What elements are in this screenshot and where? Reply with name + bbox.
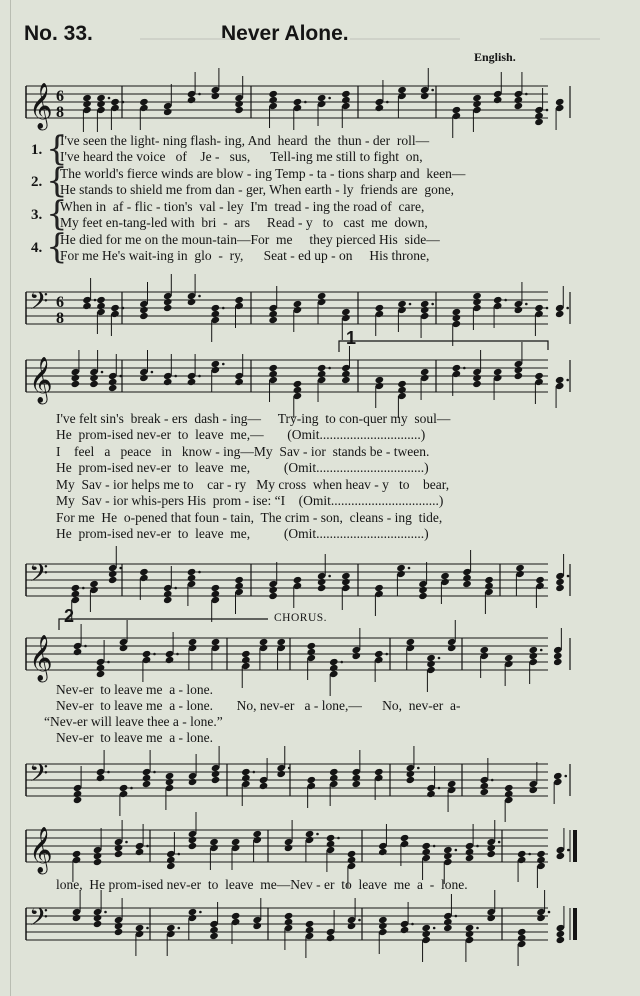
- hymn-number: No. 33.: [24, 22, 93, 45]
- note-head: [139, 374, 149, 382]
- note-head: [284, 844, 294, 852]
- note-head: [493, 96, 503, 104]
- note-head: [163, 304, 173, 312]
- staff-lines: [26, 564, 548, 596]
- lyric-line: My feet en-tang-led with bri - ars Read - y to cast me down,: [60, 215, 428, 230]
- note-head: [556, 936, 566, 944]
- note-head: [114, 928, 124, 936]
- dot: [385, 653, 388, 656]
- note-head: [93, 858, 103, 866]
- note-head: [188, 778, 198, 786]
- note-head: [534, 118, 544, 126]
- dot: [546, 307, 549, 310]
- dot: [358, 919, 361, 922]
- dot: [566, 307, 569, 310]
- note-head: [108, 384, 118, 392]
- bass-staff-system-1: [22, 284, 552, 334]
- dot: [198, 571, 201, 574]
- note-head: [163, 596, 173, 604]
- lyric-line: My Sav - ior whis-pers His prom - ise: “I (Omit................................): [56, 493, 444, 508]
- lyric-line: He prom-ised nev-er to leave me,— (Omit..............................): [56, 427, 426, 442]
- note-head: [375, 104, 385, 112]
- bass-staff-system-4: [22, 900, 552, 950]
- dot: [119, 375, 122, 378]
- dot: [567, 575, 570, 578]
- note-head: [486, 850, 496, 858]
- dot: [199, 911, 202, 914]
- note-head: [96, 774, 106, 782]
- chorus-lyric-line: Nev-er to leave me a - lone.: [56, 730, 214, 745]
- note-head: [234, 378, 244, 386]
- bass-staff-system-2: [22, 556, 552, 606]
- dot: [433, 845, 436, 848]
- note-head: [187, 378, 197, 386]
- note-head: [317, 584, 327, 592]
- dot: [178, 927, 181, 930]
- dot: [433, 927, 436, 930]
- lyric-line: I've seen the light- ning flash- ing, And heard the thun - der roll—: [60, 133, 430, 148]
- dot: [411, 923, 414, 926]
- dot: [408, 567, 411, 570]
- dot: [566, 379, 569, 382]
- notation: [71, 342, 569, 418]
- bleed-through-mark: [140, 26, 230, 40]
- final-barline: [573, 908, 577, 940]
- lyric-line: He stands to shield me from dan - ger, When earth - ly friends are gone,: [60, 182, 454, 197]
- dot: [104, 911, 107, 914]
- note-head: [472, 380, 482, 388]
- note-head: [514, 372, 524, 380]
- note-head: [163, 108, 173, 116]
- bass-clef-icon: 𝄢: [29, 559, 49, 594]
- note-head: [119, 644, 129, 652]
- note-head: [252, 922, 262, 930]
- lyric-line: I've felt sin's break - ers dash - ing— Try-ing to con-quer my soul—: [56, 411, 451, 426]
- bass-clef-icon: 𝄢: [29, 903, 49, 938]
- dot: [176, 653, 179, 656]
- svg-text:8: 8: [56, 310, 64, 327]
- verse-brace: {: [46, 129, 68, 169]
- lyric-line: I've heard the voice of Je - sus, Tell-ing me still to fight on,: [60, 149, 423, 164]
- note-head: [553, 658, 563, 666]
- notation: [82, 274, 569, 346]
- dot: [438, 657, 441, 660]
- note-head: [556, 852, 566, 860]
- dot: [222, 363, 225, 366]
- dot: [337, 837, 340, 840]
- note-head: [108, 576, 118, 584]
- note-head: [73, 648, 83, 656]
- dot: [198, 93, 201, 96]
- svg-text:6: 6: [56, 294, 64, 311]
- lyric-line: I feel a peace in know - ing—My Sav - ior stands be - tween.: [56, 444, 430, 459]
- dot: [82, 587, 85, 590]
- lyric-line: For me He's wait-ing in glo - ry, Seat - ed up - on His throne,: [60, 248, 430, 263]
- treble-clef-icon: 𝄞: [29, 827, 53, 873]
- chorus-lyric-line: Nev-er to leave me a - lone.: [56, 682, 214, 697]
- dot: [174, 375, 177, 378]
- chorus-lyric-line: Nev-er to leave me a - lone. No, nev-er a - lone,— No, nev-er a-: [56, 698, 461, 713]
- dot: [107, 771, 110, 774]
- note-head: [420, 92, 430, 100]
- time-signature: [56, 294, 64, 327]
- note-head: [514, 102, 524, 110]
- dot: [417, 767, 420, 770]
- first-ending-number: 1: [346, 328, 357, 348]
- note-head: [341, 376, 351, 384]
- dot: [107, 661, 110, 664]
- note-head: [351, 780, 361, 788]
- final-lyric-line: lone, He prom-ised nev-er to leave me—Nev - er to leave me a - lone.: [56, 877, 468, 892]
- note-head: [114, 850, 124, 858]
- treble-staff-system-4: [22, 822, 552, 872]
- dot: [491, 779, 494, 782]
- note-head: [211, 776, 221, 784]
- dot: [316, 833, 319, 836]
- chorus-label: CHORUS.: [274, 612, 328, 624]
- note-head: [268, 592, 278, 600]
- note-head: [276, 770, 286, 778]
- dot: [174, 587, 177, 590]
- dot: [546, 109, 549, 112]
- dot: [198, 375, 201, 378]
- dot: [153, 771, 156, 774]
- dot: [386, 101, 389, 104]
- note-head: [166, 862, 176, 870]
- note-head: [209, 932, 219, 940]
- note-head: [351, 652, 361, 660]
- note-head: [234, 106, 244, 114]
- chorus-lyric-line: “Nev-er will leave thee a - lone.”: [44, 714, 223, 729]
- lyric-line: He died for me on the moun-tain—For me they pierced His side—: [60, 232, 440, 247]
- verse-brace: {: [46, 227, 68, 267]
- treble-staff-system-3: [22, 630, 552, 680]
- dot: [455, 915, 458, 918]
- dot: [101, 371, 104, 374]
- note-head: [536, 914, 546, 922]
- verse-brace: {: [46, 161, 68, 201]
- note-head: [187, 96, 197, 104]
- note-head: [465, 854, 475, 862]
- dot: [340, 661, 343, 664]
- note-head: [514, 306, 524, 314]
- dot: [122, 307, 125, 310]
- dot: [151, 371, 154, 374]
- note-head: [211, 92, 221, 100]
- note-head: [426, 790, 436, 798]
- dot: [528, 853, 531, 856]
- note-head: [139, 312, 149, 320]
- note-head: [187, 298, 197, 306]
- dot: [504, 299, 507, 302]
- note-head: [96, 670, 106, 678]
- second-ending-bracket: [58, 618, 270, 630]
- verse-brace: {: [46, 194, 68, 234]
- dot: [146, 927, 149, 930]
- svg-text:6: 6: [56, 88, 64, 105]
- dot: [431, 89, 434, 92]
- note-head: [347, 922, 357, 930]
- note-head: [326, 934, 336, 942]
- note-head: [73, 796, 83, 804]
- bleed-through-mark: [540, 26, 600, 40]
- lyric-line: He prom-ised nev-er to leave me, (Omit................................): [56, 526, 429, 541]
- dot: [548, 911, 551, 914]
- dot: [122, 101, 125, 104]
- dot: [525, 93, 528, 96]
- note-head: [462, 580, 472, 588]
- second-ending-number: 2: [64, 606, 75, 626]
- verse-number: 4.: [31, 240, 43, 256]
- staff-lines: [26, 292, 548, 324]
- notation: [72, 890, 565, 966]
- note-head: [418, 592, 428, 600]
- dot: [304, 101, 307, 104]
- note-head: [142, 780, 152, 788]
- dot: [455, 849, 458, 852]
- dot: [328, 575, 331, 578]
- dot: [130, 787, 133, 790]
- note-head: [163, 378, 173, 386]
- dot: [94, 299, 97, 302]
- dot: [328, 97, 331, 100]
- note-head: [528, 786, 538, 794]
- dot: [125, 841, 128, 844]
- svg-text:8: 8: [56, 104, 64, 121]
- first-ending-bracket: [338, 340, 550, 352]
- dot: [567, 849, 570, 852]
- dot: [540, 649, 543, 652]
- dot: [146, 845, 149, 848]
- lyric-line: He prom-ised nev-er to leave me, (Omit................................): [56, 460, 429, 475]
- dot: [253, 771, 256, 774]
- dot: [525, 303, 528, 306]
- final-barline: [573, 830, 577, 862]
- treble-clef-icon: 𝄞: [29, 357, 53, 403]
- dot: [84, 645, 87, 648]
- lyric-line: My Sav - ior helps me to car - ry My cross when heav - y to bear,: [56, 477, 450, 492]
- bass-staff-system-3: [22, 756, 552, 806]
- note-head: [72, 914, 82, 922]
- note-head: [447, 644, 457, 652]
- dot: [463, 367, 466, 370]
- notation: [71, 546, 570, 622]
- note-head: [165, 656, 175, 664]
- hymn-language: English.: [474, 50, 516, 64]
- dot: [178, 853, 181, 856]
- treble-clef-icon: 𝄞: [29, 635, 53, 681]
- note-head: [135, 848, 145, 856]
- dot: [431, 303, 434, 306]
- page-edge: [10, 0, 11, 996]
- hymn-title: Never Alone.: [221, 22, 349, 45]
- dot: [564, 775, 567, 778]
- note-head: [486, 914, 496, 922]
- lyric-line: The world's fierce winds are blow - ing Temp - ta - tions sharp and keen—: [60, 166, 466, 181]
- dot: [119, 567, 122, 570]
- note-head: [378, 848, 388, 856]
- bass-clef-icon: 𝄢: [29, 287, 49, 322]
- dot: [222, 307, 225, 310]
- bleed-through-mark: [350, 26, 460, 40]
- dot: [476, 845, 479, 848]
- dot: [198, 295, 201, 298]
- dot: [409, 303, 412, 306]
- treble-staff-system-2: [22, 352, 552, 402]
- treble-staff-system-1: [22, 78, 552, 128]
- dot: [328, 367, 331, 370]
- dot: [288, 767, 291, 770]
- lyric-line: For me He o-pened that foun - tain, The crim - son, cleans - ing tide,: [56, 510, 443, 525]
- dot: [498, 841, 501, 844]
- dot: [438, 787, 441, 790]
- note-head: [400, 926, 410, 934]
- note-head: [89, 380, 99, 388]
- time-signature: [56, 88, 64, 121]
- note-head: [555, 310, 565, 318]
- verse-number: 3.: [31, 207, 43, 223]
- note-head: [188, 842, 198, 850]
- note-head: [93, 920, 103, 928]
- lyric-line: When in af - flic - tion's val - ley I'm tread - ing the road of care,: [60, 199, 425, 214]
- dot: [108, 97, 111, 100]
- treble-clef-icon: 𝄞: [29, 83, 53, 129]
- dot: [153, 653, 156, 656]
- note-head: [479, 788, 489, 796]
- verse-number: 2.: [31, 174, 43, 190]
- note-head: [555, 584, 565, 592]
- bass-clef-icon: 𝄢: [29, 759, 49, 794]
- dot: [476, 927, 479, 930]
- note-head: [268, 316, 278, 324]
- staff-lines: [26, 360, 548, 392]
- note-head: [406, 776, 416, 784]
- notation: [82, 68, 564, 138]
- note-head: [259, 782, 269, 790]
- note-head: [82, 302, 92, 310]
- note-head: [443, 924, 453, 932]
- verse-number: 1.: [31, 142, 43, 158]
- note-head: [71, 380, 81, 388]
- notation: [73, 746, 567, 822]
